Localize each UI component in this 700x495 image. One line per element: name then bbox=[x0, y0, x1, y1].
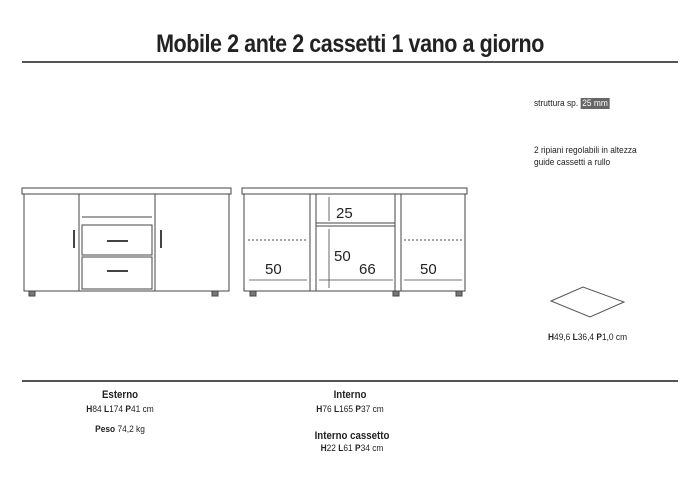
interno-cassetto-dimensions: H22 L61 P34 cm bbox=[320, 443, 384, 454]
struttura-badge: 25 mm bbox=[582, 98, 608, 109]
dim-middle-width: 66 bbox=[359, 261, 376, 278]
dim-top-height: 25 bbox=[336, 205, 353, 222]
front-top-panel bbox=[22, 188, 231, 194]
front-body bbox=[24, 194, 229, 291]
dim-left-width: 50 bbox=[265, 261, 282, 278]
peso: Peso 74,2 kg bbox=[95, 424, 145, 435]
footer-divider bbox=[22, 380, 678, 382]
drawer-guides-spec: guide cassetti a rullo bbox=[534, 157, 611, 168]
shelves-spec: 2 ripiani regolabili in altezza bbox=[534, 145, 637, 156]
shelf-panel-drawing bbox=[551, 287, 624, 317]
front-view-drawing bbox=[22, 188, 231, 296]
dim-right-width: 50 bbox=[420, 261, 437, 278]
interno-heading: Interno bbox=[333, 389, 367, 401]
shelf-panel-dimensions: H49,6 L36,4 P1,0 cm bbox=[548, 332, 628, 343]
interno-dimensions: H76 L165 P37 cm bbox=[316, 404, 384, 415]
drawer-bottom bbox=[82, 257, 152, 289]
interno-cassetto-heading: Interno cassetto bbox=[314, 430, 390, 442]
dim-middle-height: 50 bbox=[334, 248, 351, 265]
esterno-heading: Esterno bbox=[101, 389, 139, 401]
struttura-label: struttura sp. bbox=[534, 98, 579, 109]
esterno-dimensions: H84 L174 P41 cm bbox=[86, 404, 154, 415]
page-title: Mobile 2 ante 2 cassetti 1 vano a giorno bbox=[156, 30, 544, 58]
